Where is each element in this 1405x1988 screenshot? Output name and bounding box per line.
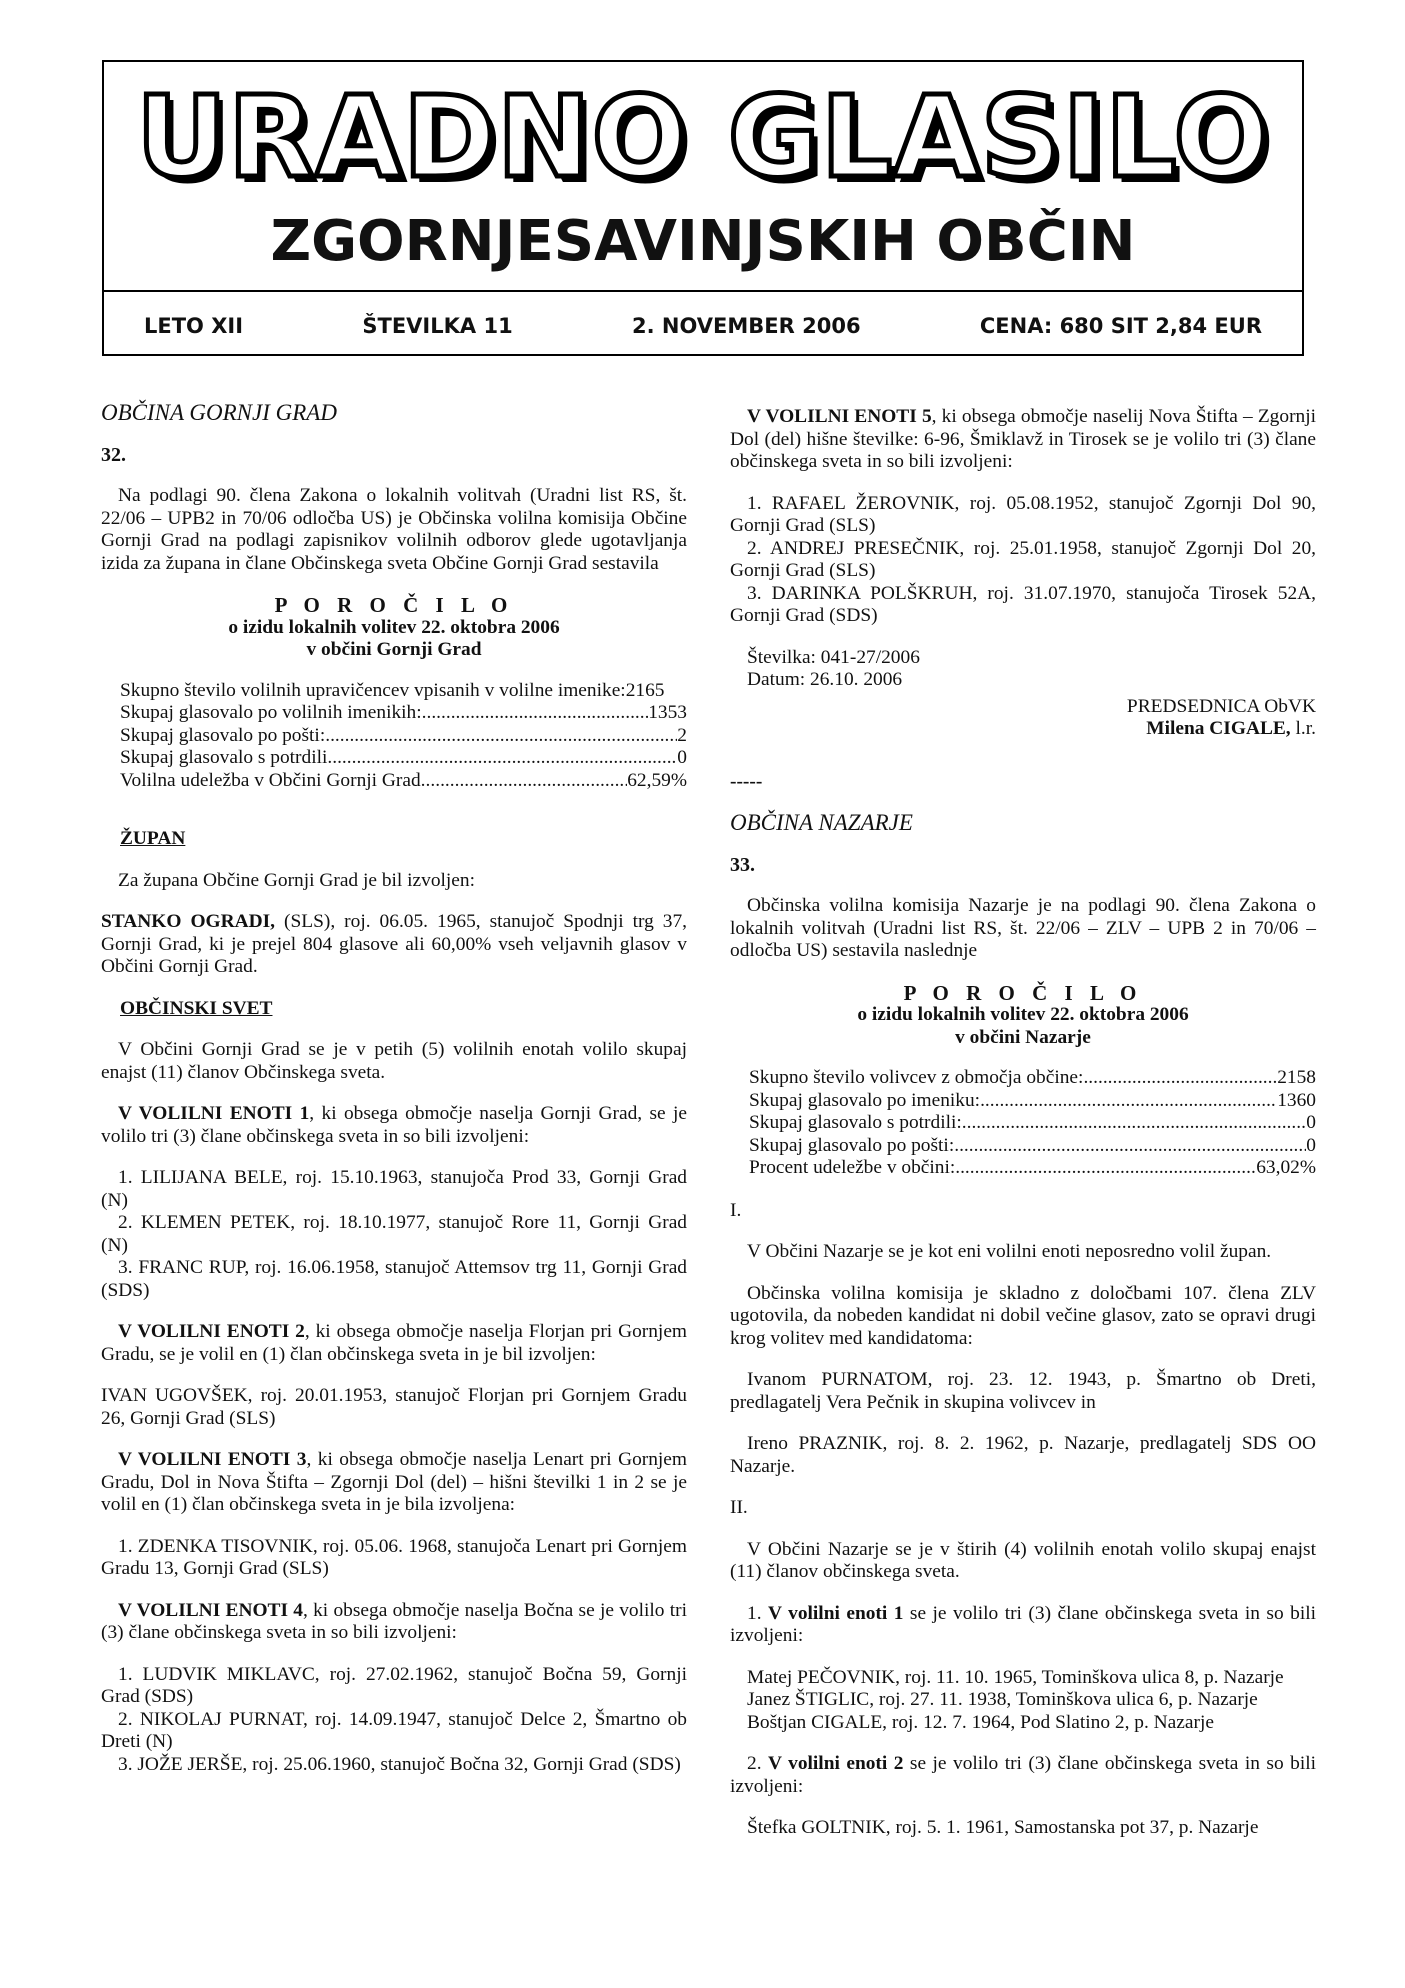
- report-title: P O R O Č I L O: [274, 593, 514, 617]
- issue-price: CENA: 680 SIT 2,84 EUR: [979, 314, 1262, 338]
- unit-2-text: V VOLILNI ENOTI 2, ki obsega območje naselja Florjan pri Gornjem Gradu, se je volil en (1) član občinskega sveta in je bil izvoljen:: [101, 1321, 688, 1365]
- unit-2-list: [101, 1385, 687, 1430]
- stats-row: Skupno število volilnih upravičencev vpisanih v volilne imenike: 2165: [120, 679, 665, 701]
- mayor-result: STANKO OGRADI, (SLS), roj. 06.05. 1965, stanujoč Spodnji trg 37, Gornji Grad, ki je prejel 804 glasove ali 60,00% vseh veljavnih glasov v Občini Gornji Grad.: [101, 911, 687, 977]
- report-subtitle: o izidu lokalnih volitev 22. oktobra 2006: [228, 616, 560, 638]
- list-item: 2. KLEMEN PETEK, roj. 18.10.1977, stanujoč Rore 11, Gornji Grad (N): [101, 1212, 687, 1256]
- report-title: P O R O Č I L O: [903, 980, 1143, 1005]
- newspaper-title: URADNO GLASILO: [136, 73, 1270, 203]
- paragraph: Občinska volilna komisija je skladno z določbami 107. člena ZLV ugotovila, da nobeden kandidat ni dobil večine glasov, zato se opravi drugi krog volitev med kandidatoma:: [730, 1282, 1316, 1349]
- paragraph: Ireno PRAZNIK, roj. 8. 2. 1962, p. Nazarje, predlagatelj SDS OO Nazarje.: [730, 1433, 1316, 1477]
- stats-row: Skupno število volivcev z območja občine: ..... 2158: [749, 1067, 1316, 1090]
- list-item: 2. NIKOLAJ PURNAT, roj. 14.09.1947, stanujoč Delce 2, Šmartno ob Dreti (N): [101, 1708, 687, 1752]
- mayor-intro: Za župana Občine Gornji Grad je bil izvoljen:: [118, 869, 475, 891]
- stats-row: Skupaj glasovalo po pošti: ..... 2: [120, 725, 687, 748]
- council-heading: OBČINSKI SVET: [120, 997, 273, 1019]
- list-item: 3. DARINKA POLŠKRUH, roj. 31.07.1970, stanujoča Tirosek 52A, Gornji Grad (SDS): [730, 582, 1316, 626]
- stats-row: Procent udeležbe v občini: ..... 63,02%: [749, 1157, 1316, 1180]
- stats-row: Skupaj glasovalo po volilnih imenikih: ..... 1353: [120, 702, 687, 725]
- stats-row: Volilna udeležba v Občini Gornji Grad ..... 62,59%: [120, 770, 687, 793]
- council-intro: V Občini Gornji Grad se je v petih (5) volilnih enotah volilo skupaj enajst (11) članov Občinskega sveta.: [101, 1039, 687, 1083]
- right-column: [730, 406, 1316, 1859]
- section-roman-numeral: I.: [730, 1199, 742, 1221]
- document-number: 32.: [101, 443, 126, 466]
- report-subtitle: v občini Nazarje: [955, 1026, 1091, 1048]
- unit-4-text: V VOLILNI ENOTI 4, ki obsega območje naselja Bočna se je volilo tri (3) člane občinskega sveta in so bili izvoljeni:: [101, 1599, 687, 1643]
- unit-1-list: [730, 1667, 1316, 1735]
- section-roman-numeral: II.: [730, 1497, 748, 1518]
- reference-date: Datum: 26.10. 2006: [747, 669, 903, 690]
- paragraph: V Občini Nazarje se je v štirih (4) volilnih enotah volilo skupaj enajst (11) članov občinskega sveta.: [730, 1538, 1316, 1582]
- report-title-block: [730, 982, 1316, 1050]
- list-item: Štefka GOLTNIK, roj. 5. 1. 1961, Samostanska pot 37, p. Nazarje: [747, 1817, 1259, 1838]
- unit-1-text: V VOLILNI ENOTI 1, ki obsega območje naselja Gornji Grad, se je volilo tri (3) člane občinskega sveta in so bili izvoljeni:: [101, 1103, 688, 1147]
- stats-row: Skupaj glasovalo s potrdili: ..... 0: [749, 1112, 1316, 1135]
- unit-5-list: [730, 493, 1316, 628]
- stats-row: Skupaj glasovalo po pošti: ..... 0: [749, 1135, 1316, 1158]
- issue-number: ŠTEVILKA 11: [362, 314, 513, 338]
- list-item: 2. ANDREJ PRESEČNIK, roj. 25.01.1958, stanujoč Zgornji Dol 20, Gornji Grad (SLS): [730, 537, 1316, 581]
- section-heading: OBČINA NAZARJE: [730, 810, 913, 835]
- newspaper-subtitle: ZGORNJESAVINJSKIH OBČIN: [270, 209, 1136, 274]
- list-item: 3. JOŽE JERŠE, roj. 25.06.1960, stanujoč Bočna 32, Gornji Grad (SDS): [118, 1753, 681, 1775]
- list-item: 3. FRANC RUP, roj. 16.06.1958, stanujoč Attemsov trg 11, Gornji Grad (SDS): [101, 1257, 687, 1301]
- stats-table: [120, 680, 687, 793]
- document-reference: [730, 647, 1316, 692]
- unit-3-list: [101, 1536, 687, 1581]
- issue-info-bar: [144, 314, 1262, 338]
- reference-number: Številka: 041-27/2006: [747, 646, 920, 668]
- report-subtitle: o izidu lokalnih volitev 22. oktobra 2006: [857, 1004, 1189, 1025]
- unit-4-list: [101, 1664, 687, 1777]
- unit-3-text: V VOLILNI ENOTI 3, ki obsega območje naselja Lenart pri Gornjem Gradu, Dol in Nova Štifta – Zgornji Dol (del) – hišni številki 1 in 2 se je volil en (1) član občinskega sveta in je bila izvoljena:: [101, 1449, 687, 1515]
- signature-role: PREDSEDNICA ObVK: [1126, 695, 1316, 717]
- signature-block: PREDSEDNICA ObVK Milena CIGALE, l.r.: [730, 696, 1316, 741]
- intro-paragraph: Občinska volilna komisija Nazarje je na podlagi 90. člena Zakona o lokalnih volitvah (Uradni list RS, št. 22/06 – ZLV – UPB 2 in 70/06 – odločba US) sestavila naslednje: [730, 895, 1316, 961]
- left-column: [101, 402, 687, 1795]
- unit-1-text: 1. V volilni enoti 1 se je volilo tri (3) člane občinskega sveta in so bili izvoljeni:: [730, 1602, 1317, 1646]
- list-item: IVAN UGOVŠEK, roj. 20.01.1953, stanujoč Florjan pri Gornjem Gradu 26, Gornji Grad (SLS): [101, 1385, 687, 1429]
- section-heading: OBČINA GORNJI GRAD: [101, 400, 337, 425]
- list-item: Boštjan CIGALE, roj. 12. 7. 1964, Pod Slatino 2, p. Nazarje: [747, 1711, 1214, 1733]
- issue-year: LETO XII: [144, 314, 244, 338]
- unit-5-text: V VOLILNI ENOTI 5, ki obsega območje naselij Nova Štifta – Zgornji Dol (del) hišne številke: 6-96, Šmiklavž in Tirosek se je volilo tri (3) člane občinskega sveta in so bili izvoljeni:: [730, 406, 1317, 472]
- list-item: 1. ZDENKA TISOVNIK, roj. 05.06. 1968, stanujoča Lenart pri Gornjem Gradu 13, Gornji Grad (SLS): [101, 1535, 687, 1579]
- issue-date: 2. NOVEMBER 2006: [632, 314, 861, 338]
- unit-2-text: 2. V volilni enoti 2 se je volilo tri (3) člane občinskega sveta in so bili izvoljeni:: [730, 1753, 1317, 1797]
- stats-row: Skupaj glasovalo s potrdili ..... 0: [120, 747, 687, 770]
- stats-row: Skupaj glasovalo po imeniku: ..... 1360: [749, 1090, 1316, 1113]
- list-item: 1. LUDVIK MIKLAVC, roj. 27.02.1962, stanujoč Bočna 59, Gornji Grad (SDS): [101, 1663, 687, 1707]
- intro-paragraph: Na podlagi 90. člena Zakona o lokalnih volitvah (Uradni list RS, št. 22/06 – UPB2 in 70/06 odločba US) je Občinska volilna komisija Občine Gornji Grad na podlagi zapisnikov volilnih odborov glede ugotavljanja izida za župana in člane Občinskega sveta Občine Gornji Grad sestavila: [101, 485, 687, 574]
- section-separator: -----: [730, 770, 763, 792]
- report-title-block: [101, 594, 687, 662]
- stats-table: [749, 1067, 1316, 1180]
- list-item: Janez ŠTIGLIC, roj. 27. 11. 1938, Tominškova ulica 6, p. Nazarje: [747, 1689, 1258, 1710]
- list-item: 1. RAFAEL ŽEROVNIK, roj. 05.08.1952, stanujoč Zgornji Dol 90, Gornji Grad (SLS): [730, 492, 1316, 536]
- report-subtitle: v občini Gornji Grad: [306, 639, 482, 660]
- paragraph: V Občini Nazarje se je kot eni volilni enoti neposredno volil župan.: [747, 1241, 1272, 1262]
- signature-name: Milena CIGALE,: [1146, 718, 1291, 739]
- masthead-divider: [104, 290, 1302, 292]
- mayor-name: STANKO OGRADI,: [101, 911, 276, 932]
- mayor-heading: ŽUPAN: [120, 828, 186, 849]
- list-item: 1. LILIJANA BELE, roj. 15.10.1963, stanujoča Prod 33, Gornji Grad (N): [101, 1167, 687, 1211]
- masthead: [102, 60, 1304, 356]
- unit-1-list: [101, 1167, 687, 1302]
- list-item: Matej PEČOVNIK, roj. 11. 10. 1965, Tominškova ulica 8, p. Nazarje: [747, 1666, 1284, 1688]
- paragraph: Ivanom PURNATOM, roj. 23. 12. 1943, p. Šmartno ob Dreti, predlagatelj Vera Pečnik in skupina volivcev in: [730, 1369, 1316, 1413]
- document-number: 33.: [730, 853, 755, 876]
- unit-2-list: [730, 1817, 1316, 1840]
